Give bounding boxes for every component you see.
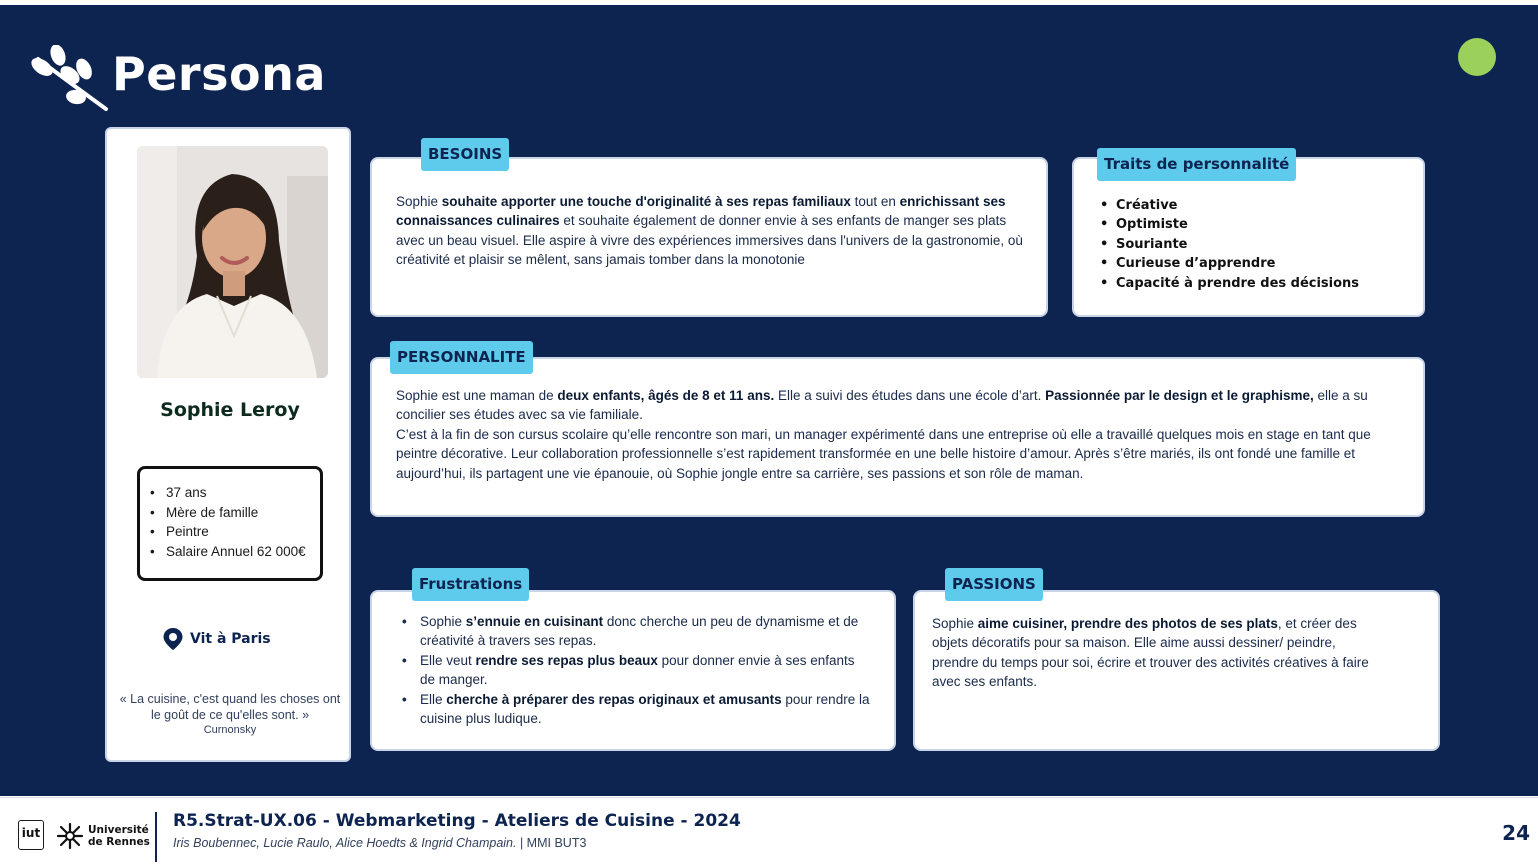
- besoins-tag: BESOINS: [421, 138, 509, 171]
- university-logo: [56, 822, 150, 850]
- profile-card: [105, 127, 351, 762]
- besoins-text: Sophie souhaite apporter une touche d'originalité à ses repas familiaux tout en enrichissant ses connaissances culinaires et souhaite également de donner envie à ses enfants de manger ses plats avec un beau visuel. Elle aspire à vivre des expériences immersives dans l'univers de la gastronomie, où créativité et plaisir se mêlent, sans jamais tomber dans la monotonie: [396, 194, 1023, 268]
- trait-item: • Souriante: [1100, 235, 1359, 254]
- program-name: | MMI BUT3: [516, 836, 587, 850]
- frustrations-list: [402, 612, 872, 728]
- authors-line: [173, 836, 586, 850]
- authors-names: Iris Boubennec, Lucie Raulo, Alice Hoedts & Ingrid Champain.: [173, 836, 517, 850]
- trait-item: • Créative: [1100, 196, 1359, 215]
- quote-author: Curnonsky: [203, 724, 257, 736]
- trait-item: • Capacité à prendre des décisions: [1100, 274, 1359, 293]
- fact-job: • Peintre: [150, 522, 314, 542]
- fact-salary: • Salaire Annuel 62 000€: [150, 542, 314, 562]
- passions-text: Sophie aime cuisiner, prendre des photos de ses plats, et créer des objets décoratifs pour sa maison. Elle aime aussi dessiner/ peindre, prendre du temps pour soi, écrire et trouver des activités créatives à faire avec ses enfants.: [932, 616, 1369, 690]
- traits-list: [1100, 196, 1359, 293]
- location: [161, 627, 271, 651]
- trait-item: • Optimiste: [1100, 215, 1359, 234]
- personnalite-card: [370, 357, 1425, 517]
- frustrations-card: [370, 590, 896, 751]
- iut-logo: iut: [18, 820, 44, 850]
- personnalite-tag: PERSONNALITE: [390, 341, 533, 374]
- frustration-item: • Elle veut rendre ses repas plus beaux pour donner envie à ses enfants de manger.: [402, 651, 872, 690]
- course-title: R5.Strat-UX.06 - Webmarketing - Ateliers de Cuisine - 2024: [173, 811, 741, 831]
- quote-text: « La cuisine, c'est quand les choses ont le goût de ce qu'elles sont. »: [119, 692, 341, 722]
- fact-family: • Mère de famille: [150, 503, 314, 523]
- frustration-item: • Elle cherche à préparer des repas originaux et amusants pour rendre la cuisine plus ludique.: [402, 690, 872, 729]
- passions-tag: PASSIONS: [945, 568, 1043, 601]
- traits-tag: Traits de personnalité: [1097, 148, 1296, 181]
- besoins-card: [370, 157, 1048, 317]
- portrait-illustration: [137, 146, 328, 378]
- frustration-item: • Sophie s’ennuie en cuisinant donc cherche un peu de dynamisme et de créativité à travers ses repas.: [402, 612, 872, 651]
- profile-photo: [137, 146, 328, 378]
- footer: [0, 797, 1538, 867]
- accent-dot: [1458, 38, 1496, 76]
- footer-divider: [155, 812, 157, 862]
- map-pin-icon: [161, 627, 185, 651]
- passions-card: [913, 590, 1440, 751]
- university-name-line1: Université: [88, 824, 149, 836]
- university-name: [88, 824, 150, 848]
- location-text: Vit à Paris: [190, 631, 271, 647]
- slide: [0, 5, 1538, 796]
- page-number: 24: [1502, 821, 1530, 845]
- personnalite-text: [396, 386, 1396, 483]
- personnalite-paragraph-1: Sophie est une maman de deux enfants, âgés de 8 et 11 ans. Elle a suivi des études dans une école d’art. Passionnée par le design et le graphisme, elle a su concilier ses études avec sa vie familiale.: [396, 388, 1368, 423]
- personnalite-paragraph-2: C’est à la fin de son cursus scolaire qu’elle rencontre son mari, un manager expérimenté dans une entreprise où elle a travaillé quelques mois en stage en tant que peintre décorative. Leur collaboration professionnelle s’est rapidement transformée en une belle histoire d’amour. Après s’être mariés, ils ont fondé une famille et aujourd’hui, ils partagent une vie épanouie, où Sophie jongle entre sa carrière, ses passions et son rôle de maman.: [396, 426, 1371, 481]
- fact-age: • 37 ans: [150, 483, 314, 503]
- frustrations-tag: Frustrations: [412, 568, 529, 601]
- trait-item: • Curieuse d’apprendre: [1100, 254, 1359, 273]
- university-name-line2: de Rennes: [88, 836, 150, 848]
- persona-name: Sophie Leroy: [160, 399, 300, 421]
- persona-facts-list: [150, 483, 314, 561]
- university-emblem-icon: [56, 822, 84, 850]
- page-title: Persona: [112, 47, 326, 101]
- persona-facts-box: [137, 466, 323, 581]
- traits-card: [1072, 157, 1425, 317]
- leaf-logo-icon: [28, 45, 112, 115]
